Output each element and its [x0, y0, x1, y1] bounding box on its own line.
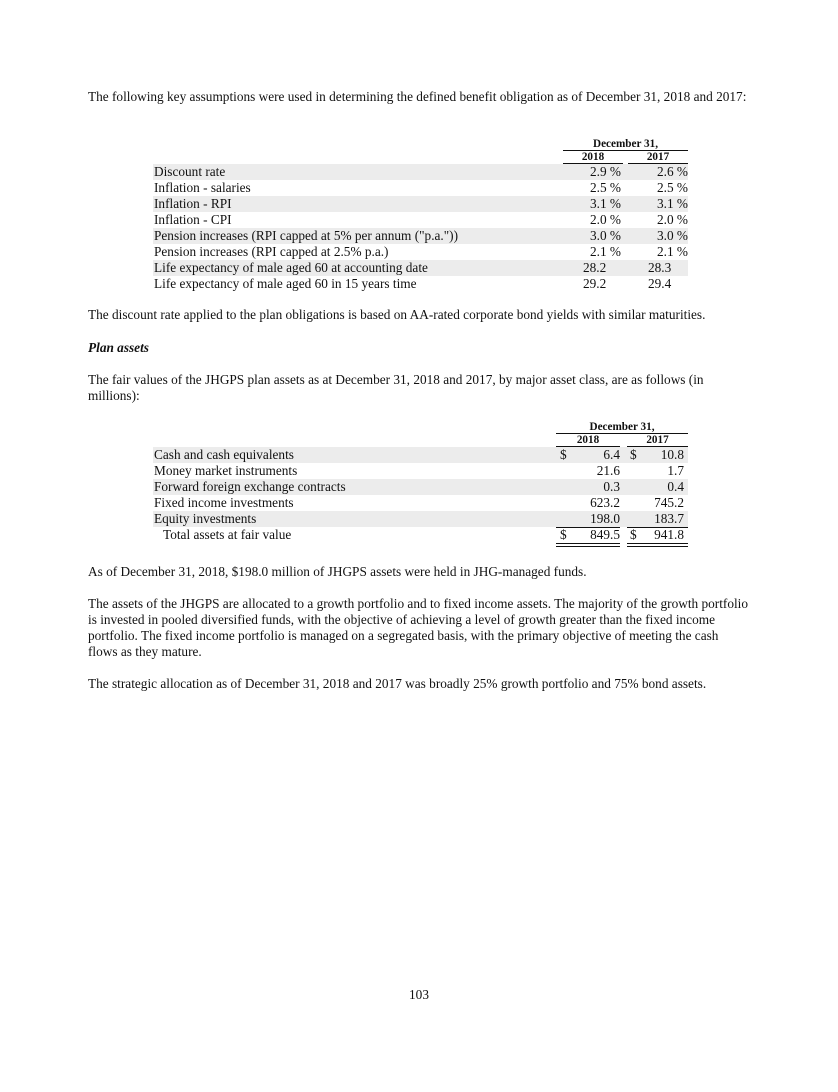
table-row [153, 463, 688, 479]
value-2018: 0.3 [603, 479, 620, 494]
assets-group-header: December 31, [589, 421, 655, 433]
value-2017: 2.6 % [656, 164, 688, 179]
strategic-allocation-paragraph: The strategic allocation as of December 31, 2018 and 2017 was broadly 25% growth portfolio and 75% bond assets. [88, 676, 707, 691]
row-label: Inflation - salaries [154, 180, 251, 195]
row-label: Money market instruments [154, 463, 298, 478]
assumptions-year-2017: 2017 [646, 151, 670, 163]
total-2018: 849.5 [590, 527, 620, 542]
row-label: Fixed income investments [154, 495, 294, 510]
row-label: Inflation - RPI [154, 196, 232, 211]
assumptions-rows [153, 164, 688, 292]
value-2017: 10.8 [660, 447, 684, 462]
value-2018: 2.0 % [589, 212, 621, 227]
table-row [153, 495, 688, 511]
total-double-rule [627, 546, 688, 547]
row-label: Pension increases (RPI capped at 5% per annum ("p.a.")) [154, 228, 459, 243]
currency-symbol: $ [560, 447, 567, 462]
value-2018: 29.2 [583, 276, 607, 291]
value-2017: 3.0 % [656, 228, 688, 243]
assumptions-table [153, 138, 688, 298]
total-double-rule [627, 543, 688, 544]
total-double-rule [556, 546, 620, 547]
currency-symbol: $ [630, 447, 637, 462]
row-label: Life expectancy of male aged 60 at accounting date [154, 260, 428, 275]
value-2018: 2.5 % [589, 180, 621, 195]
plan-assets-table [153, 421, 688, 546]
table-row [153, 196, 688, 212]
table-row-total [153, 527, 688, 543]
value-2018: 28.2 [583, 260, 607, 275]
total-double-rule [556, 543, 620, 544]
value-2017: 28.3 [648, 260, 672, 275]
value-2018: 198.0 [590, 511, 620, 526]
currency-symbol: $ [560, 527, 567, 542]
value-2017: 0.4 [667, 479, 684, 494]
asset-allocation-paragraph: The assets of the JHGPS are allocated to a growth portfolio and to fixed income assets. The majority of the growth portfolio is invested in pooled diversified funds, with the objective of achieving a level of growth greater than the fixed income portfolio. The fixed income portfolio is managed on a segregated basis, with the primary objective of meeting the cash flows as they mature. [88, 596, 749, 659]
table-row [153, 164, 688, 180]
value-2018: 6.4 [603, 447, 620, 462]
jhg-managed-funds-paragraph: As of December 31, 2018, $198.0 million of JHGPS assets were held in JHG-managed funds. [88, 564, 587, 579]
plan-assets-heading: Plan assets [88, 340, 149, 355]
currency-symbol: $ [630, 527, 637, 542]
row-label: Equity investments [154, 511, 257, 526]
table-row [153, 212, 688, 228]
discount-rate-paragraph: The discount rate applied to the plan obligations is based on AA-rated corporate bond yields with similar maturities. [88, 307, 706, 322]
value-2018: 2.1 % [589, 244, 621, 259]
plan-assets-paragraph: The fair values of the JHGPS plan assets as at December 31, 2018 and 2017, by major asset class, are as follows (in millions): [88, 372, 704, 403]
value-2017: 29.4 [648, 276, 672, 291]
table-row [153, 228, 688, 244]
table-row [153, 260, 688, 276]
subtotal-rule [627, 527, 688, 528]
assumptions-group-header: December 31, [592, 138, 659, 150]
value-2018: 623.2 [590, 495, 620, 510]
assets-rows [153, 447, 688, 543]
value-2018: 2.9 % [589, 164, 621, 179]
value-2018: 3.1 % [589, 196, 621, 211]
table-row [153, 276, 688, 292]
row-label: Inflation - CPI [154, 212, 232, 227]
value-2017: 1.7 [667, 463, 684, 478]
value-2017: 2.0 % [656, 212, 688, 227]
row-label: Forward foreign exchange contracts [154, 479, 346, 494]
assumptions-year-2018: 2018 [581, 151, 605, 163]
intro-paragraph: The following key assumptions were used in determining the defined benefit obligation as of December 31, 2018 and 2017: [88, 89, 747, 104]
value-2017: 3.1 % [656, 196, 688, 211]
subtotal-rule [556, 527, 620, 528]
row-label: Pension increases (RPI capped at 2.5% p.a.) [154, 244, 389, 259]
value-2017: 2.1 % [656, 244, 688, 259]
table-row [153, 447, 688, 463]
value-2017: 745.2 [654, 495, 684, 510]
value-2017: 2.5 % [656, 180, 688, 195]
table-row [153, 180, 688, 196]
row-label: Discount rate [154, 164, 226, 179]
row-label: Total assets at fair value [163, 527, 292, 542]
table-row [153, 511, 688, 527]
total-2017: 941.8 [654, 527, 684, 542]
assets-year-2017: 2017 [646, 434, 669, 446]
value-2018: 3.0 % [589, 228, 621, 243]
page-number: 103 [409, 987, 429, 1002]
table-row [153, 479, 688, 495]
row-label: Cash and cash equivalents [154, 447, 294, 462]
row-label: Life expectancy of male aged 60 in 15 years time [154, 276, 417, 291]
value-2018: 21.6 [596, 463, 620, 478]
value-2017: 183.7 [654, 511, 684, 526]
assets-year-2018: 2018 [576, 434, 600, 446]
table-row [153, 244, 688, 260]
